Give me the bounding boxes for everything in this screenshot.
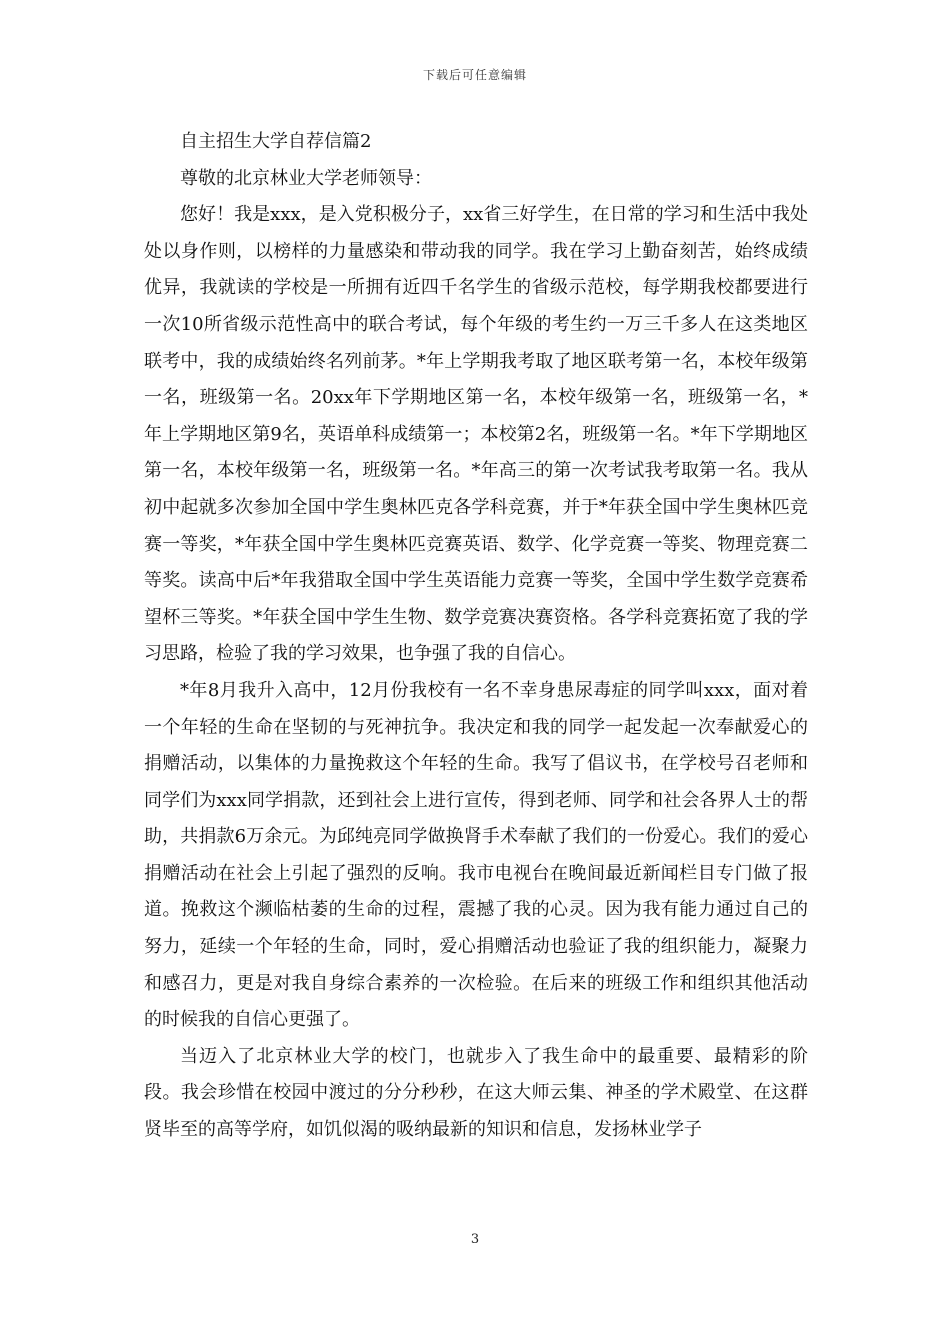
salutation: 尊敬的北京林业大学老师领导： [180, 167, 432, 189]
paragraph-university: 当迈入了北京林业大学的校门，也就步入了我生命中的最重要、最精彩的阶段。我会珍惜在校园中渡过的分分秒秒，在这大师云集、神圣的学术殿堂、在这群贤毕至的高等学府，如饥似渴的吸纳最新的知识和信息，发扬林业学子 [144, 1045, 808, 1141]
document-body [144, 124, 808, 1149]
paragraph-academic: 您好！我是xxx，是入党积极分子，xx省三好学生，在日常的学习和生活中我处处以身作则，以榜样的力量感染和带动我的同学。我在学习上勤奋刻苦，始终成绩优异，我就读的学校是一所拥有近四千名学生的省级示范校，每学期我校都要进行一次10所省级示范性高中的联合考试，每个年级的考生约一万三千多人在这类地区联考中，我的成绩始终名列前茅。*年上学期我考取了地区联考第一名，本校年级第一名，班级第一名。20xx年下学期地区第一名，本校年级第一名，班级第一名，*年上学期地区第9名，英语单科成绩第一；本校第2名，班级第一名。*年下学期地区第一名，本校年级第一名，班级第一名。*年高三的第一次考试我考取第一名。我从初中起就多次参加全国中学生奥林匹克各学科竞赛，并于*年获全国中学生奥林匹竞赛一等奖，*年获全国中学生奥林匹竞赛英语、数学、化学竞赛一等奖、物理竞赛二等奖。读高中后*年我猎取全国中学生英语能力竞赛一等奖，全国中学生数学竞赛希望杯三等奖。*年获全国中学生生物、数学竞赛决赛资格。各学科竞赛拓宽了我的学习思路，检验了我的学习效果，也争强了我的自信心。 [144, 204, 808, 665]
document-title: 自主招生大学自荐信篇2 [180, 131, 372, 152]
page-header: 下载后可任意编辑 [422, 68, 527, 82]
paragraph-charity: *年8月我升入高中，12月份我校有一名不幸身患尿毒症的同学叫xxx，面对着一个年轻的生命在坚韧的与死神抗争。我决定和我的同学一起发起一次奉献爱心的捐赠活动，以集体的力量挽救这个年轻的生命。我写了倡议书，在学校号召老师和同学们为xxx同学捐款，还到社会上进行宣传，得到老师、同学和社会各界人士的帮助，共捐款6万余元。为邱纯亮同学做换肾手术奉献了我们的一份爱心。我们的爱心捐赠活动在社会上引起了强烈的反响。我市电视台在晚间最近新闻栏目专门做了报道。挽救这个濒临枯萎的生命的过程，震撼了我的心灵。因为我有能力通过自己的努力，延续一个年轻的生命，同时，爱心捐赠活动也验证了我的组织能力，凝聚力和感召力，更是对我自身综合素养的一次检验。在后来的班级工作和组织其他活动的时候我的自信心更强了。 [144, 679, 808, 1031]
page-number: 3 [470, 1232, 480, 1247]
